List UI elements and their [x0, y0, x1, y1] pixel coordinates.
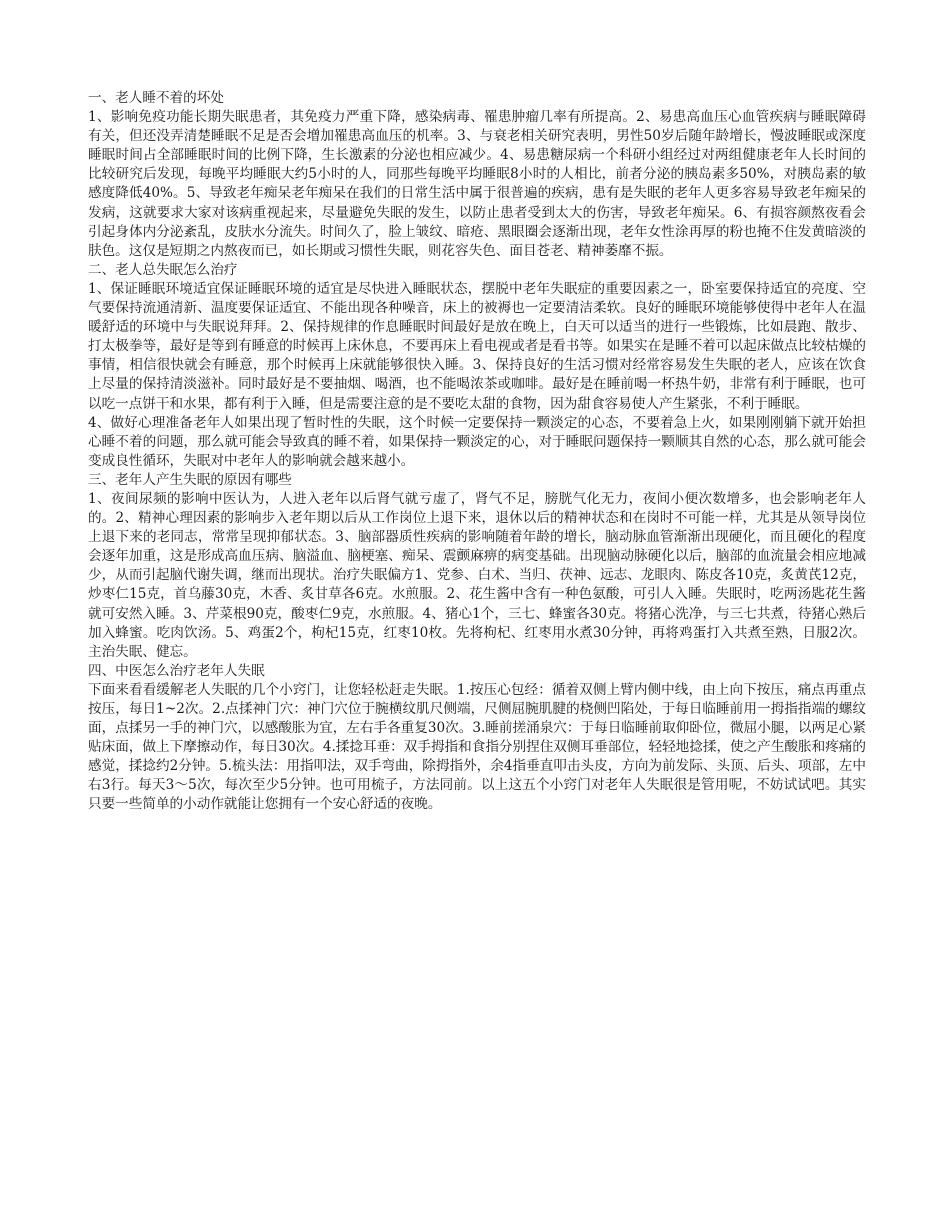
section-paragraph: 1、夜间尿频的影响中医认为，人进入老年以后肾气就亏虚了，肾气不足，膀胱气化无力，夜间小便次数增多，也会影响老年人的。2、精神心理因素的影响步入老年期以后从工作岗位上退下来，退休以后的精神状态和在岗时不可能一样，尤其是从领导岗位上退下来的老同志，常常呈现抑郁状态。3、脑部器质性疾病的影响随着年龄的增长，脑动脉血管渐渐出现硬化，而且硬化的程度会逐年加重，这是形成高血压病、脑溢血、脑梗塞、痴呆、震颤麻痹的病变基础。出现脑动脉硬化以后，脑部的血流量会相应地减少，从而引起脑代谢失调，继而出现状。治疗失眠偏方1、党参、白术、当归、茯神、远志、龙眼肉、陈皮各10克，炙黄芪12克，炒枣仁15克，首乌藤30克，木香、炙甘草各6克。水煎服。2、花生酱中含有一种色氨酸，可引人入睡。失眠时，吃两汤匙花生酱就可安然入睡。3、芹菜根90克，酸枣仁9克，水煎服。4、猪心1个，三七、蜂蜜各30克。将猪心洗净，与三七共煮，待猪心熟后加入蜂蜜。吃肉饮汤。5、鸡蛋2个，枸杞15克，红枣10枚。先将枸杞、红枣用水煮30分钟，再将鸡蛋打入共煮至熟，日服2次。主治失眠、健忘。	[88, 490, 866, 660]
section-heading: 二、老人总失眠怎么治疗	[88, 261, 238, 278]
document-body	[88, 89, 866, 815]
section-heading: 一、老人睡不着的坏处	[88, 90, 224, 106]
section-heading: 三、老年人产生失眠的原因有哪些	[88, 471, 292, 488]
section-paragraph: 4、做好心理准备老年人如果出现了暂时性的失眠，这个时候一定要保持一颗淡定的心态，不要着急上火，如果刚刚躺下就开始担心睡不着的问题，那么就可能会导致真的睡不着，如果保持一颗淡定的心，对于睡眠问题保持一颗顺其自然的心态，那么就可能会变成良性循环，失眠对中老年人的影响就会越来越小。	[88, 414, 866, 469]
section-paragraph: 下面来看看缓解老人失眠的几个小窍门，让您轻松赶走失眠。1.按压心包经：循着双侧上臂内侧中线，由上向下按压，痛点再重点按压，每日1~2次。2.点揉神门穴：神门穴位于腕横纹肌尺侧端，尺侧屈腕肌腱的桡侧凹陷处，于每日临睡前用一拇指指端的螺纹面，点揉另一手的神门穴，以感酸胀为宜，左右手各重复30次。3.睡前搓涌泉穴：于每日临睡前取仰卧位，微屈小腿，以两足心紧贴床面，做上下摩擦动作，每日30次。4.揉捻耳垂：双手拇指和食指分别捏住双侧耳垂部位，轻轻地捻揉，使之产生酸胀和疼痛的感觉，揉捻约2分钟。5.梳头法：用指叩法，双手弯曲，除拇指外，余4指垂直叩击头皮，方向为前发际、头顶、后头、项部，左中右3行。每天3～5次，每次至少5分钟。也可用梳子，方法同前。以上这五个小窍门对老年人失眠很是管用呢，不妨试试吧。其实只要一些简单的小动作就能让您拥有一个安心舒适的夜晚。	[88, 681, 866, 813]
section-paragraph: 1、影响免疫功能长期失眠患者，其免疫力严重下降，感染病毒、罹患肿瘤几率有所提高。2、易患高血压心血管疾病与睡眠障碍有关，但还没弄清楚睡眠不足是否会增加罹患高血压的机率。3、与衰老相关研究表明，男性50岁后随年龄增长，慢波睡眠或深度睡眠时间占全部睡眠时间的比例下降，生长激素的分泌也相应减少。4、易患糖尿病一个科研小组经过对两组健康老年人长时间的比较研究后发现，每晚平均睡眠大约5小时的人，同那些每晚平均睡眠8小时的人相比，前者分泌的胰岛素多50%，对胰岛素的敏感度降低40%。5、导致老年痴呆老年痴呆在我们的日常生活中属于很普遍的疾病，患有是失眠的老年人更多容易导致老年痴呆的发病，这就要求大家对该病重视起来，尽量避免失眠的发生，以防止患者受到太大的伤害，导致老年痴呆。6、有损容颜熬夜看会引起身体内分泌紊乱，皮肤水分流失。时间久了，脸上皱纹、暗疮、黑眼圈会逐渐出现，老年女性涂再厚的粉也掩不住发黄暗淡的肤色。这仅是短期之内熬夜而已，如长期或习惯性失眠，则花容失色、面目苍老、精神萎靡不振。	[88, 109, 866, 259]
section-paragraph: 1、保证睡眠环境适宜保证睡眠环境的适宜是尽快进入睡眠状态，摆脱中老年失眠症的重要因素之一，卧室要保持适宜的亮度、空气要保持流通清新、温度要保证适宜、不能出现各种噪音，床上的被褥也一定要清洁柔软。良好的睡眠环境能够使得中老年人在温暖舒适的环境中与失眠说拜拜。2、保持规律的作息睡眠时间最好是放在晚上，白天可以适当的进行一些锻炼，比如晨跑、散步、打太极拳等，最好是等到有睡意的时候再上床休息，不要再床上看电视或者是看书等。如果实在是睡不着可以起床做点比较枯燥的事情，相信很快就会有睡意，那个时候再上床就能够很快入睡。3、保持良好的生活习惯对经常容易发生失眠的老人，应该在饮食上尽量的保持清淡滋补。同时最好是不要抽烟、喝酒，也不能喝浓茶或咖啡。最好是在睡前喝一杯热牛奶，非常有利于睡眠，也可以吃一点饼干和水果，都有利于入睡，但是需要注意的是不要吃太甜的食物，因为甜食容易使人产生紧张，不利于睡眠。	[88, 280, 866, 412]
section-heading: 四、中医怎么治疗老年人失眠	[88, 662, 265, 679]
